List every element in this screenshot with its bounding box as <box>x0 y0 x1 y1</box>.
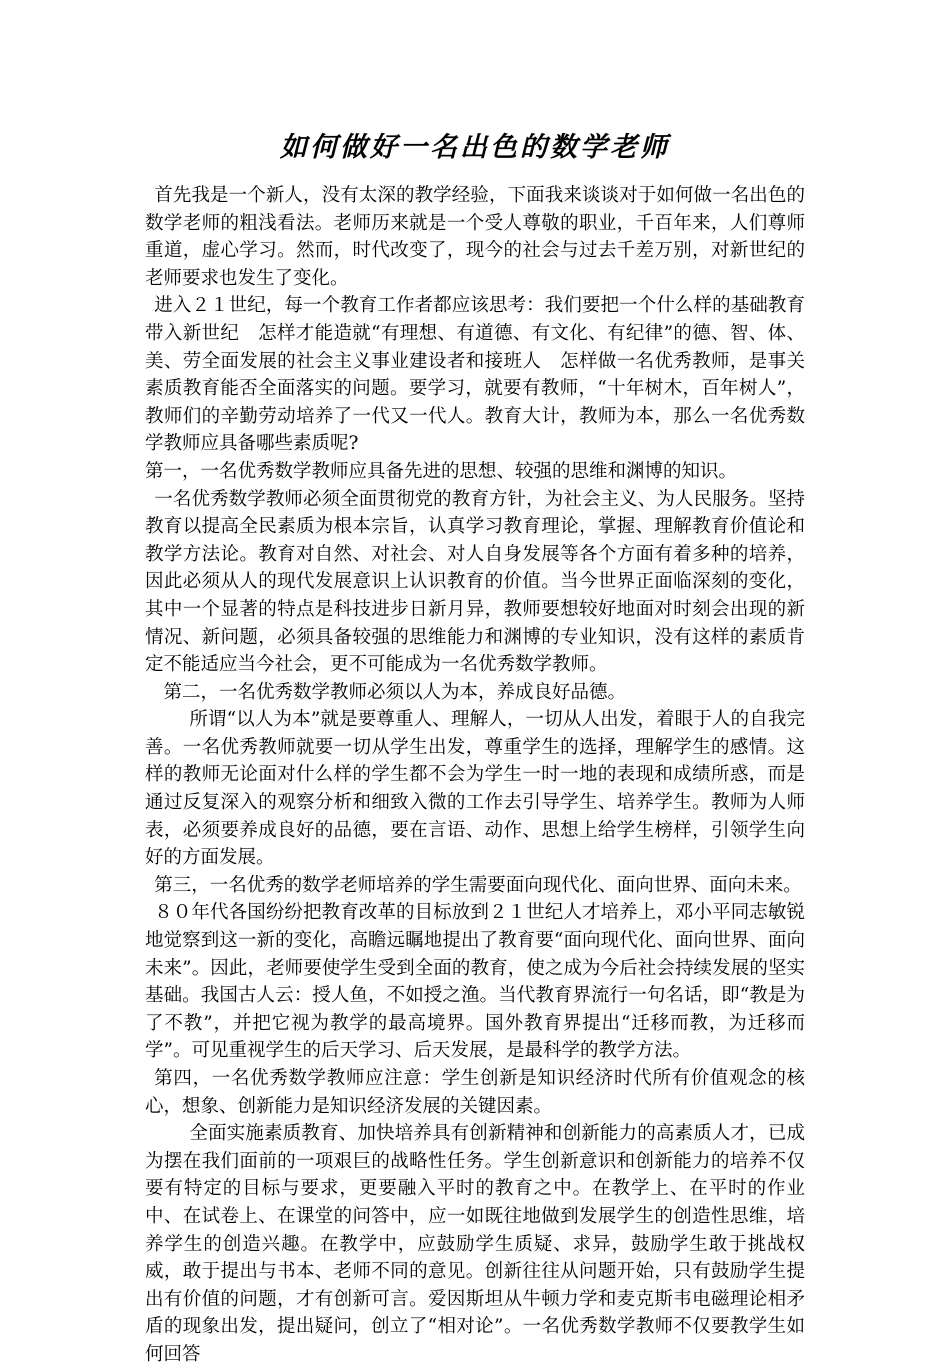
document-title: 如何做好一名出色的数学老师 <box>280 132 670 163</box>
paragraph-point-2-body: 所谓“以人为本”就是要尊重人、理解人，一切从人出发，着眼于人的自我完善。一名优秀教师就要一切从学生出发，尊重学生的选择，理解学生的感情。这样的教师无论面对什么样的学生都不会为学生一时一地的表现和成绩所惑，而是通过反复深入的观察分析和细致入微的工作去引导学生、培养学生。教师为人师表，必须要养成良好的品德，要在言语、动作、思想上给学生榜样，引领学生向好的方面发展。 <box>145 709 805 869</box>
paragraph-point-4-body: 全面实施素质教育、加快培养具有创新精神和创新能力的高素质人才，已成为摆在我们面前的一项艰巨的战略性任务。学生创新意识和创新能力的培养不仅要有特定的目标与要求，更要融入平时的教育之中。在教学上、在平时的作业中、在试卷上、在课堂的问答中，应一如既往地做到发展学生的创造性思维，培养学生的创造兴趣。在教学中，应鼓励学生质疑、求异，鼓励学生敢于挑战权威，敢于提出与书本、老师不同的意见。创新往往从问题开始，只有鼓励学生提出有价值的问题，才有创新可言。爱因斯坦从牛顿力学和麦克斯韦电磁理论相矛盾的现象出发，提出疑问，创立了“相对论”。一名优秀数学教师不仅要教学生如何回答 <box>145 1123 805 1365</box>
paragraph-21st-century: 进入２１世纪，每一个教育工作者都应该思考：我们要把一个什么样的基础教育带入新世纪 怎样才能造就“有理想、有道德、有文化、有纪律”的德、智、体、美、劳全面发展的社会主义事业建设者和接班人 怎样做一名优秀教师，是事关素质教育能否全面落实的问题。要学习，就要有教师，“十年树木，百年树人”，教师们的辛勤劳动培养了一代又一代人。教育大计，教师为本，那么一名优秀数学教师应具备哪些素质呢? <box>145 295 805 455</box>
paragraph-point-4-heading: 第四，一名优秀数学教师应注意：学生创新是知识经济时代所有价值观念的核心，想象、创新能力是知识经济发展的关键因素。 <box>145 1068 805 1117</box>
paragraph-intro: 首先我是一个新人，没有太深的教学经验，下面我来谈谈对于如何做一名出色的数学老师的粗浅看法。老师历来就是一个受人尊敬的职业，千百年来，人们尊师重道，虚心学习。然而，时代改变了，现今的社会与过去千差万别，对新世纪的老师要求也发生了变化。 <box>145 185 805 289</box>
paragraph-point-1-body: 一名优秀数学教师必须全面贯彻党的教育方针，为社会主义、为人民服务。坚持教育以提高全民素质为根本宗旨，认真学习教育理论，掌握、理解教育价值论和教学方法论。教育对自然、对社会、对人自身发展等各个方面有着多种的培养，因此必须从人的现代发展意识上认识教育的价值。当今世界正面临深刻的变化，其中一个显著的特点是科技进步日新月异，教师要想较好地面对时刻会出现的新情况、新问题，必须具备较强的思维能力和渊博的专业知识，没有这样的素质肯定不能适应当今社会，更不可能成为一名优秀数学教师。 <box>145 488 805 676</box>
document-page <box>145 128 805 1369</box>
paragraph-point-3-body: ８０年代各国纷纷把教育改革的目标放到２１世纪人才培养上，邓小平同志敏锐地觉察到这一新的变化，高瞻远瞩地提出了教育要“面向现代化、面向世界、面向未来”。因此，老师要使学生受到全面的教育，使之成为今后社会持续发展的坚实基础。我国古人云：授人鱼，不如授之渔。当代教育界流行一句名话，即“教是为了不教”，并把它视为教学的最高境界。国外教育界提出“迁移而教，为迁移而学”。可见重视学生的后天学习、后天发展，是最科学的教学方法。 <box>145 902 805 1062</box>
paragraph-point-1-heading: 第一，一名优秀数学教师应具备先进的思想、较强的思维和渊博的知识。 <box>145 460 738 482</box>
paragraph-point-2-heading: 第二，一名优秀数学教师必须以人为本，养成良好品德。 <box>163 681 627 703</box>
paragraph-point-3-heading: 第三，一名优秀的数学老师培养的学生需要面向现代化、面向世界、面向未来。 <box>154 874 802 896</box>
